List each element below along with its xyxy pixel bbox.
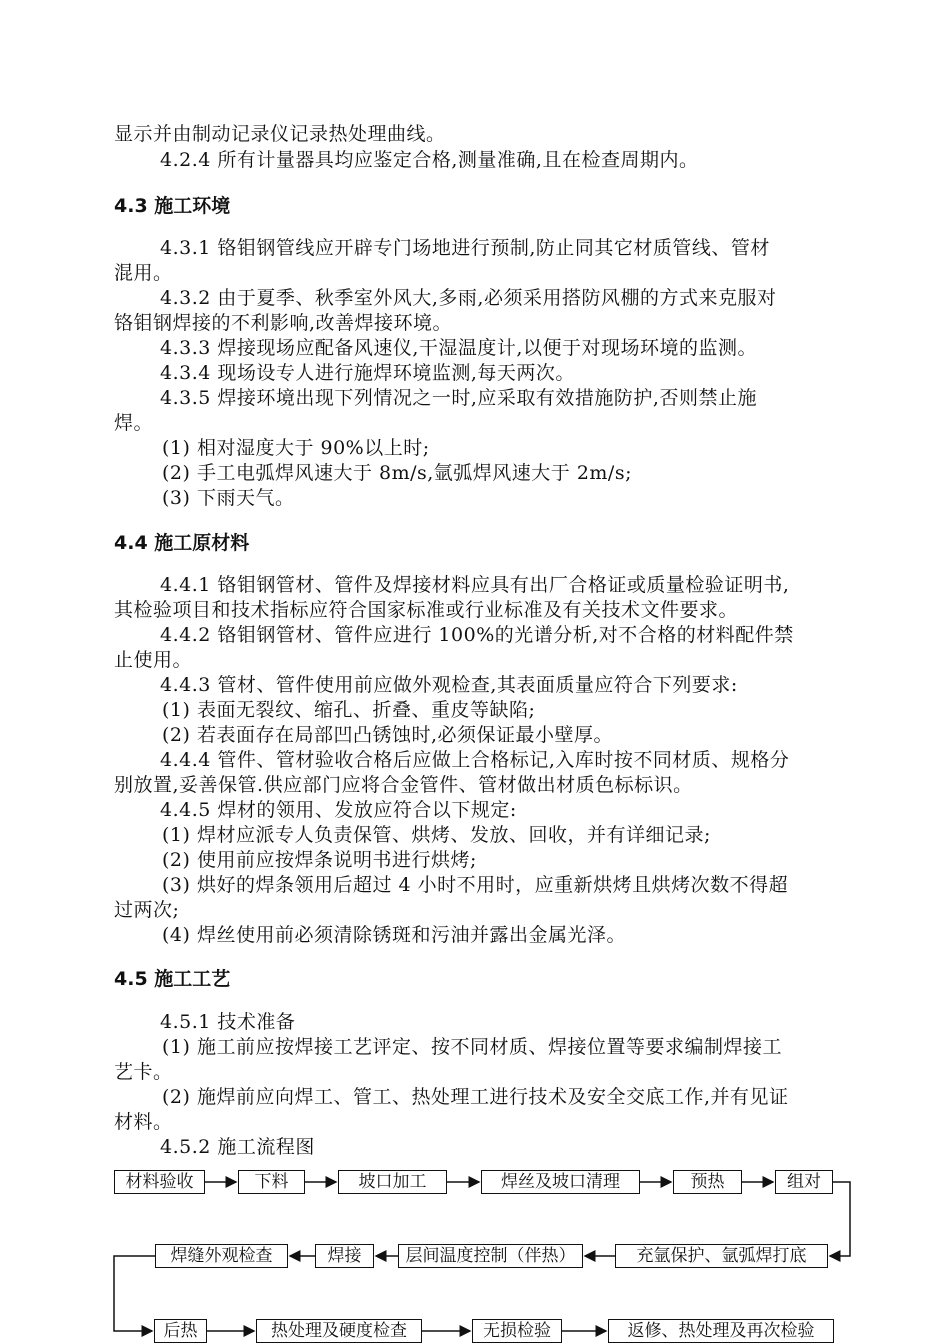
p-4-4-1b: 其检验项目和技术指标应符合国家标准或行业标准及有关技术文件要求。 [114, 599, 739, 621]
p-4-5-1-2a: (2) 施焊前应向焊工、管工、热处理工进行技术及安全交底工作,并有见证 [162, 1086, 789, 1108]
flow-box-preheat: 预热 [673, 1170, 742, 1194]
p-4-3-1b: 混用。 [114, 262, 173, 284]
p-4-4-5-2: (2) 使用前应按焊条说明书进行烘烤; [162, 849, 477, 871]
p-4-5-2: 4.5.2 施工流程图 [160, 1136, 315, 1158]
arrow-10-11 [114, 1256, 155, 1331]
p-4-3-2a: 4.3.2 由于夏季、秋季室外风大,多雨,必须采用搭防风棚的方式来克服对 [160, 287, 777, 309]
p-4-3-5-1: (1) 相对湿度大于 90%以上时; [162, 437, 430, 459]
p-4-3-4: 4.3.4 现场设专人进行施焊环境监测,每天两次。 [160, 362, 575, 384]
flow-box-welding: 焊接 [315, 1244, 374, 1268]
p-4-4-5-3b: 过两次; [114, 899, 180, 921]
flow-box-wire-bevel-cleaning: 焊丝及坡口清理 [481, 1170, 640, 1194]
flow-box-interpass-temp: 层间温度控制（伴热） [398, 1244, 583, 1268]
p-4-3-3: 4.3.3 焊接现场应配备风速仪,干湿温度计,以便于对现场环境的监测。 [160, 337, 757, 359]
p-4-4-5-1: (1) 焊材应派专人负责保管、烘烤、发放、回收，并有详细记录; [162, 824, 711, 846]
flow-box-heat-treatment-hardness: 热处理及硬度检查 [256, 1319, 422, 1343]
flow-box-visual-inspection: 焊缝外观检查 [155, 1244, 288, 1268]
p-4-2-4: 4.2.4 所有计量器具均应鉴定合格,测量准确,且在检查周期内。 [160, 149, 699, 171]
p-4-3-2b: 铬钼钢焊接的不利影响,改善焊接环境。 [114, 312, 453, 334]
p-4-4-1a: 4.4.1 铬钼钢管材、管件及焊接材料应具有出厂合格证或质量检验证明书, [160, 574, 790, 596]
heading-4-5: 4.5 施工工艺 [114, 968, 231, 990]
p-4-3-5-2: (2) 手工电弧焊风速大于 8m/s,氩弧焊风速大于 2m/s; [162, 462, 632, 484]
p-4-4-2b: 止使用。 [114, 649, 193, 671]
flow-box-post-heat: 后热 [154, 1319, 207, 1343]
p-4-4-3-1: (1) 表面无裂纹、缩孔、折叠、重皮等缺陷; [162, 699, 536, 721]
p-4-4-4b: 别放置,妥善保管.供应部门应将合金管件、管材做出材质色标标识。 [114, 774, 693, 796]
p-4-5-1-1b: 艺卡。 [114, 1061, 173, 1083]
p-4-5-1: 4.5.1 技术准备 [160, 1011, 296, 1033]
p-4-3-1a: 4.3.1 铬钼钢管线应开辟专门场地进行预制,防止同其它材质管线、管材 [160, 237, 770, 259]
flow-box-ndt: 无损检验 [472, 1319, 562, 1343]
p-4-4-5-4: (4) 焊丝使用前必须清除锈斑和污油并露出金属光泽。 [162, 924, 626, 946]
flow-box-repair-reinspection: 返修、热处理及再次检验 [608, 1319, 834, 1343]
p-4-3-5-3: (3) 下雨天气。 [162, 487, 295, 509]
heading-4-4: 4.4 施工原材料 [114, 532, 250, 554]
flow-box-bevel-machining: 坡口加工 [338, 1170, 447, 1194]
arrow-6-7 [830, 1182, 850, 1256]
p-4-3-5b: 焊。 [114, 412, 154, 434]
p-4-4-4a: 4.4.4 管件、管材验收合格后应做上合格标记,入库时按不同材质、规格分 [160, 749, 790, 771]
p-4-4-2a: 4.4.2 铬钼钢管材、管件应进行 100%的光谱分析,对不合格的材料配件禁 [160, 624, 794, 646]
p-4-4-3-2: (2) 若表面存在局部凹凸锈蚀时,必须保证最小壁厚。 [162, 724, 613, 746]
p-intro: 显示并由制动记录仪记录热处理曲线。 [114, 123, 446, 145]
flow-box-cutting: 下料 [238, 1170, 305, 1194]
p-4-4-5-3a: (3) 烘好的焊条领用后超过 4 小时不用时，应重新烘烤且烘烤次数不得超 [162, 874, 789, 896]
heading-4-3: 4.3 施工环境 [114, 195, 231, 217]
p-4-5-1-2b: 材料。 [114, 1111, 173, 1133]
flow-box-fit-up: 组对 [775, 1170, 833, 1194]
p-4-4-5: 4.4.5 焊材的领用、发放应符合以下规定: [160, 799, 517, 821]
p-4-5-1-1a: (1) 施工前应按焊接工艺评定、按不同材质、焊接位置等要求编制焊接工 [162, 1036, 782, 1058]
p-4-4-3: 4.4.3 管材、管件使用前应做外观检查,其表面质量应符合下列要求: [160, 674, 738, 696]
flow-box-argon-root: 充氩保护、氩弧焊打底 [615, 1244, 828, 1268]
p-4-3-5a: 4.3.5 焊接环境出现下列情况之一时,应采取有效措施防护,否则禁止施 [160, 387, 757, 409]
flow-box-material-inspection: 材料验收 [114, 1170, 205, 1194]
